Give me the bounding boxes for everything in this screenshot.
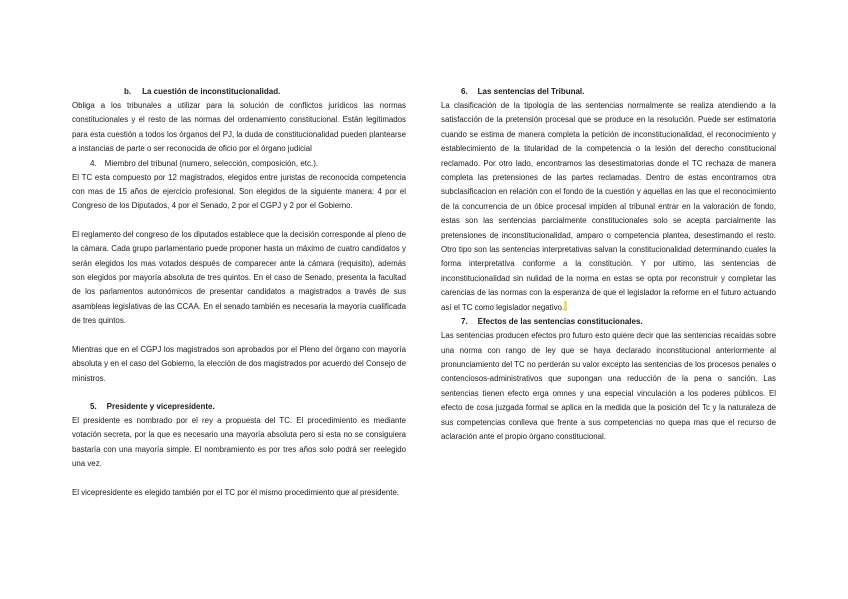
heading-6-number: 6. xyxy=(461,87,468,96)
paragraph-miembros-2: El reglamento del congreso de los diputados establece que la decisión corresponde al pleno de la cámara. Cada grupo parlamentario puede proponer hasta un máximo de cuatro candidatos y serán elegidos los mas votados después de comparecer ante la cámara (requisito), además son elegidos por mayoría absoluta de tres quintos. En el caso de Senado, presenta la facultad de los parlamentos autonómicos de presentar candidatos a magistrados a través de sus asambleas legislativas de las CCAA. En el senado también es necesaria la mayoría cualificada de tres quintos. xyxy=(72,229,406,326)
heading-7 xyxy=(441,315,776,329)
heading-7-number: 7. xyxy=(461,317,468,327)
right-column xyxy=(441,85,776,444)
heading-6 xyxy=(441,85,776,99)
heading-7-title: Efectos de las sentencias constitucionales. xyxy=(477,317,643,327)
paragraph-efectos: Las sentencias producen efectos pro futuro esto quiere decir que las sentencias recaídas sobre una norma con rango de ley que se haya declarado inconstitucional anteriormente al pronunciamiento del TC no perderán su valor excepto las sentencias de los procesos penales o contenciosos-administrativos que supongan una reducción de la pena o sanción. Las sentencias tienen efecto erga omnes y una especial vinculación a los poderes públicos. El efecto de cosa juzgada formal se aplica en la medida que la posición del Tc y la naturaleza de sus competencias conlleva que frente a sus competencias no quepa mas que el recurso de aclaración ante el propio órgano constitucional. xyxy=(441,331,776,441)
paragraph-miembros-3: Mientras que en el CGPJ los magistrados son aprobados por el Pleno del órgano con mayoría absoluta y en el caso del Gobierno, la elección de dos magistrados por acuerdo del Consejo de ministros. xyxy=(72,344,406,383)
paragraph-miembros-1: El TC esta compuesto por 12 magistrados, elegidos entre juristas de reconocida competencia con mas de 15 años de ejercicio profesional. Son elegidos de la siguiente manera: 4 por el Congreso de los Diputados, 4 por el Senado, 2 por el CGPJ y 2 por el Gobierno. xyxy=(72,172,406,211)
heading-6-title: Las sentencias del Tribunal. xyxy=(477,87,585,96)
heading-b xyxy=(72,85,406,99)
heading-5-title: Presidente y vicepresidente. xyxy=(106,401,215,411)
heading-5-number: 5. xyxy=(90,401,97,411)
paragraph-sentencias-text: La clasificación de la tipología de las sentencias normalmente se realiza atendiendo a la satisfacción de la pretensión procesal que se produce en la resolución. Puede ser estimatoria cuando se estima de manera completa la petición de inconstitucionalidad, el reconocimiento y establecimiento de la titularidad de la competencia o la lesión del derecho constitucional reclamado. Por otro lado, encontramos las desestimatorias donde el TC rechaza de manera completa las pretensiones de las partes reclamadas. Dentro de estas encontramos otra subclasificacion en relación con el fondo de la cuestión y aquellas en las que el reconocimiento de la concurrencia de un óbice procesal impiden al tribunal entrar en la valoración de fondo, estas son las sentencias parcialmente constitucionales solo se acepta parcialmente las pretensiones de inconstitucionalidad, amparo o competencia plantea, desestimando el resto. Otro tipo son las sentencias interpretativas salvan la constitucionalidad determinando cuales la forma interpretativa conforme a la constitución. Y por ultimo, las sentencias de inconstitucionalidad sin nulidad de la norma en estas se opta por reconstruir y completar las carencias de las normas con la esperanza de que el legislador la reforme en el futuro actuando así el TC como legislador negativo. xyxy=(441,101,776,312)
paragraph-vicepresidente: El vicepresidente es elegido también por el TC por el mismo procedimiento que al presidente. xyxy=(72,487,400,497)
heading-b-title: La cuestión de inconstitucionalidad. xyxy=(142,87,281,96)
left-column xyxy=(72,85,406,500)
paragraph-cuestion: Obliga a los tribunales a utilizar para la solución de conflictos jurídicos las normas constitucionales y el resto de las normas del ordenamiento constitucional. Están legitimados para esta cuestión a todos los órganos del PJ, la duda de constitucionalidad pueden plantearse a instancias de parte o ser reconocida de oficio por el órgano judicial xyxy=(72,101,406,154)
heading-4-title: Miembro del tribunal (numero, selección, composición, etc.). xyxy=(104,158,319,168)
heading-5 xyxy=(72,400,406,414)
heading-b-label: b. xyxy=(124,87,132,96)
text-cursor-highlight xyxy=(564,301,567,311)
paragraph-sentencias xyxy=(441,99,776,315)
heading-4 xyxy=(72,157,406,171)
paragraph-presidente: El presidente es nombrado por el rey a propuesta del TC. El procedimiento es mediante votación secreta, por la que es necesario una mayoría absoluta pero si esta no se consiguiera bastaría con una mayoría simple. El nombramiento es por tres años solo podrá ser reelegido una vez. xyxy=(72,415,406,469)
heading-4-number: 4. xyxy=(90,158,97,168)
